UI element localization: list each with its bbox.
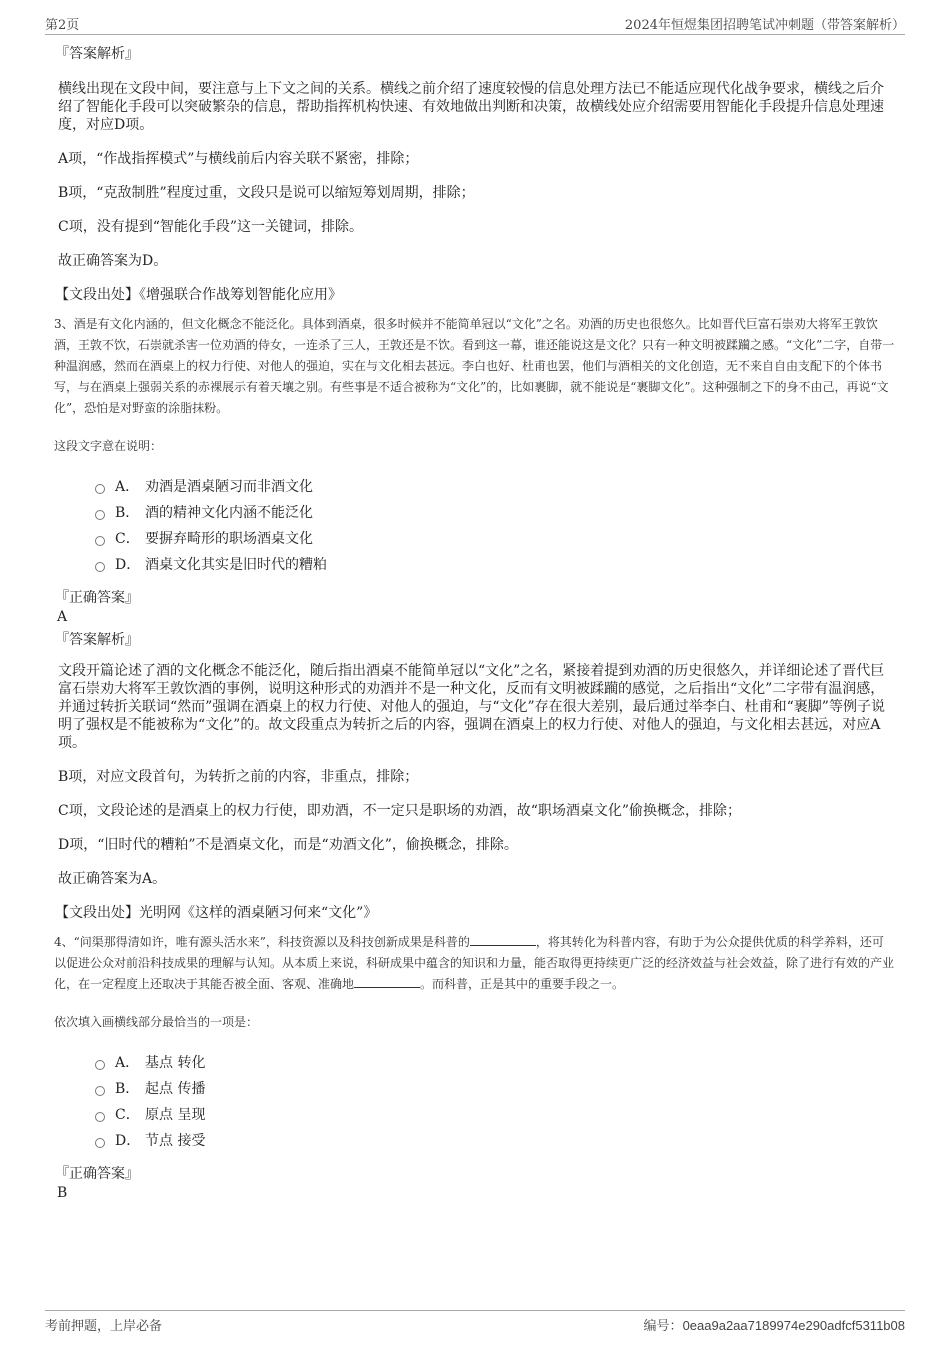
- radio-button[interactable]: [95, 1086, 105, 1096]
- option-text: 基点 转化: [145, 1055, 206, 1071]
- source-citation: 【文段出处】《增强联合作战筹划智能化应用》: [55, 287, 342, 303]
- question-text-part: 4、“问渠那得清如许，唯有源头活水来”，科技资源以及科技创新成果是科普的: [54, 935, 470, 949]
- analysis-paragraph: 文段开篇论述了酒的文化概念不能泛化，随后指出酒桌不能简单冠以“文化”之名，紧接着提到劝酒的历史很悠久，并详细论述了晋代巨富石崇劝大将军王敦饮酒的事例，说明这种形式的劝酒并不是一种文化，反而有文明被蹂躏的感觉，之后指出“文化”二字带有温润感，并通过转折关联词“然而”强调在酒桌上的权力行使、对他人的强迫，与“文化”存在很大差别，最后通过举李白、杜甫和“裹脚”等例子说明了强权是不能被称为“文化”的。故文段重点为转折之后的内容，强调在酒桌上的权力行使、对他人的强迫，与文化相去甚远，对应A项。: [58, 663, 885, 751]
- analysis-option-d: D项，“旧时代的糟粕”不是酒桌文化，而是“劝酒文化”，偷换概念，排除。: [58, 837, 518, 853]
- option-b[interactable]: [95, 1076, 895, 1102]
- analysis-label: 『答案解析』: [55, 46, 139, 62]
- option-letter: C．: [115, 531, 140, 547]
- source-citation: 【文段出处】光明网《这样的酒桌陋习何来“文化”》: [55, 905, 378, 921]
- analysis-option-c: C项，文段论述的是酒桌上的权力行使，即劝酒，不一定只是职场的劝酒，故“职场酒桌文化”偷换概念，排除；: [58, 803, 742, 819]
- radio-button[interactable]: [95, 536, 105, 546]
- radio-button[interactable]: [95, 562, 105, 572]
- question-3-text: 3、酒是有文化内涵的，但文化概念不能泛化。具体到酒桌，很多时候并不能简单冠以“文化”之名。劝酒的历史也很悠久。比如晋代巨富石崇劝大将军王敦饮酒，王敦不饮，石崇就杀害一位劝酒的侍女，一连杀了三人，王敦还是不饮。看到这一幕，谁还能说这是文化？只有一种文明被蹂躏之感。“文化”二字，自带一种温润感，然而在酒桌上的权力行使、对他人的强迫，实在与文化相去甚远。李白也好、杜甫也罢，他们与酒相关的文化创造，无不来自自由支配下的个体书写，与在酒桌上强弱关系的赤裸展示有着天壤之别。有些事是不适合被称为“文化”的，比如裹脚，就不能说是“裹脚文化”。这种强制之下的身不由己，再说“文化”，恐怕是对野蛮的涂脂抹粉。: [54, 317, 895, 415]
- footer-slogan: 考前押题，上岸必备: [45, 1319, 163, 1334]
- option-text: 节点 接受: [145, 1133, 206, 1149]
- option-letter: D．: [115, 1133, 141, 1149]
- radio-button[interactable]: [95, 1138, 105, 1148]
- radio-button[interactable]: [95, 1060, 105, 1070]
- analysis-option-a: A项，“作战指挥模式”与横线前后内容关联不紧密，排除；: [58, 151, 419, 167]
- option-letter: A．: [115, 1055, 140, 1071]
- question-4-options: [95, 1050, 895, 1154]
- analysis-option-b: B项，“克敌制胜”程度过重，文段只是说可以缩短筹划周期，排除；: [58, 185, 475, 201]
- fill-blank: [354, 975, 420, 988]
- correct-answer: B: [57, 1185, 68, 1201]
- page-content: [55, 40, 895, 1202]
- conclusion: 故正确答案为D。: [58, 253, 168, 269]
- code-value: 0eaa9a2aa7189974e290adfcf5311b08: [682, 1318, 905, 1333]
- page-header: [45, 12, 905, 35]
- option-text: 要摒弃畸形的职场酒桌文化: [145, 531, 313, 547]
- conclusion: 故正确答案为A。: [58, 871, 167, 887]
- radio-button[interactable]: [95, 510, 105, 520]
- correct-answer: A: [57, 609, 68, 625]
- correct-answer-label: 『正确答案』: [55, 1166, 139, 1182]
- option-letter: A．: [115, 479, 140, 495]
- page-number: 第2页: [45, 18, 80, 33]
- radio-button[interactable]: [95, 1112, 105, 1122]
- option-d[interactable]: [95, 552, 895, 578]
- radio-button[interactable]: [95, 484, 105, 494]
- option-c[interactable]: [95, 526, 895, 552]
- option-c[interactable]: [95, 1102, 895, 1128]
- question-4-prompt: 依次填入画横线部分最恰当的一项是：: [54, 1015, 259, 1029]
- code-label: 编号：: [643, 1319, 683, 1334]
- option-letter: B．: [115, 1081, 140, 1097]
- option-text: 酒的精神文化内涵不能泛化: [145, 505, 313, 521]
- question-3-options: [95, 474, 895, 578]
- document-code: [644, 1315, 905, 1334]
- option-b[interactable]: [95, 500, 895, 526]
- analysis-label: 『答案解析』: [55, 632, 139, 648]
- analysis-option-b: B项，对应文段首句，为转折之前的内容，非重点，排除；: [58, 769, 419, 785]
- fill-blank: [470, 933, 536, 946]
- question-3-prompt: 这段文字意在说明：: [54, 439, 163, 453]
- question-4-text: [54, 932, 895, 995]
- analysis-paragraph: 横线出现在文段中间，要注意与上下文之间的关系。横线之前介绍了速度较慢的信息处理方法已不能适应现代化战争要求，横线之后介绍了智能化手段可以突破繁杂的信息，帮助指挥机构快速、有效地做出判断和决策，故横线处应介绍需要用智能化手段提升信息处理速度，对应D项。: [58, 81, 884, 133]
- correct-answer-label: 『正确答案』: [55, 590, 139, 606]
- option-a[interactable]: [95, 1050, 895, 1076]
- option-text: 起点 传播: [145, 1081, 206, 1097]
- option-text: 原点 呈现: [145, 1107, 206, 1123]
- option-letter: D．: [115, 557, 141, 573]
- option-letter: B．: [115, 505, 140, 521]
- page-footer: [45, 1310, 905, 1333]
- analysis-option-c: C项，没有提到“智能化手段”这一关键词，排除。: [58, 219, 364, 235]
- option-a[interactable]: [95, 474, 895, 500]
- question-text-part: 。而科普，正是其中的重要手段之一。: [420, 977, 625, 991]
- option-text: 酒桌文化其实是旧时代的糟粕: [145, 557, 327, 573]
- document-title: 2024年恒煜集团招聘笔试冲刺题（带答案解析）: [624, 18, 905, 33]
- option-d[interactable]: [95, 1128, 895, 1154]
- option-letter: C．: [115, 1107, 140, 1123]
- question-text-part: ，将其转化为科普内容，有助于为公众提供优质的科学养料，还可以促进公众对前沿科技成果的理解与认知。从本质上来说，科研成果中蕴含的知识和力量，能否取得更持续更广泛的经济效益与社会效益，除了进行有效的产业化，在一定程度上还取决于其能否被全面、客观、准确地: [54, 935, 895, 991]
- option-text: 劝酒是酒桌陋习而非酒文化: [145, 479, 313, 495]
